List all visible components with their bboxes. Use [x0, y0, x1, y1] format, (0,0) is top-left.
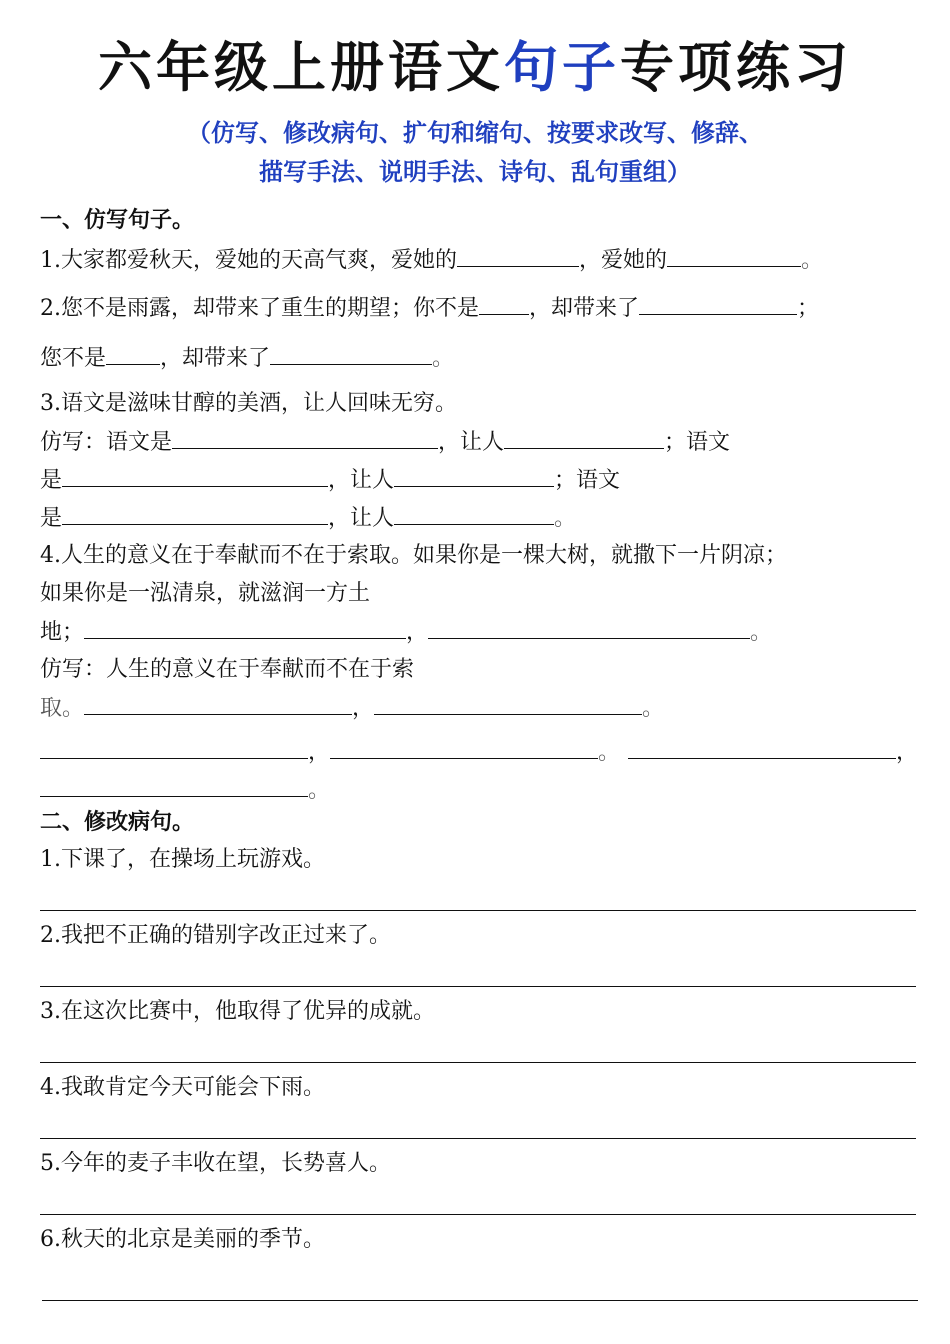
q4-line1: 4.人生的意义在于奉献而不在于索取。如果你是一棵大树，就撒下一片阴凉；	[40, 543, 787, 568]
answer-line-3[interactable]	[40, 1062, 916, 1063]
q3-line2: 是 ，让人 ；语文	[40, 464, 620, 497]
s2-item-4: 4.我敢肯定今天可能会下雨。	[40, 1075, 325, 1100]
title-part1: 六年级上册语文	[98, 35, 504, 99]
q3-blank-5[interactable]	[62, 502, 328, 525]
q2-blank-2[interactable]	[639, 292, 797, 315]
q3-prompt: 3.语文是滋味甘醇的美酒，让人回味无穷。	[40, 391, 457, 416]
q1-blank-2[interactable]	[667, 244, 801, 267]
q4-blank-7[interactable]	[628, 736, 896, 759]
q2-line2: 您不是 ，却带来了 。	[40, 342, 454, 375]
q4-line5: 取。 ， 。	[40, 692, 664, 725]
title-part2: 专项练习	[620, 35, 852, 99]
q3-line3: 是 ，让人 。	[40, 502, 576, 535]
q4-blank-1[interactable]	[84, 616, 406, 639]
q3-line1: 仿写：语文是 ，让人 ；语文	[40, 426, 730, 459]
page-title	[0, 32, 950, 102]
answer-line-4[interactable]	[40, 1138, 916, 1139]
q1-blank-1[interactable]	[457, 244, 579, 267]
q4-blank-3[interactable]	[84, 692, 352, 715]
q4-line2: 如果你是一泓清泉，就滋润一方土	[40, 581, 371, 606]
s2-item-3: 3.在这次比赛中，他取得了优异的成就。	[40, 999, 435, 1024]
s2-item-5: 5.今年的麦子丰收在望，长势喜人。	[40, 1151, 391, 1176]
q4-blank-5[interactable]	[40, 736, 308, 759]
q4-blank-8[interactable]	[40, 774, 308, 797]
answer-line-2[interactable]	[40, 986, 916, 987]
q4-line4: 仿写：人生的意义在于奉献而不在于索	[40, 657, 415, 682]
q4-blank-6[interactable]	[330, 736, 598, 759]
answer-line-5[interactable]	[40, 1214, 916, 1215]
q4-line3: 地； ， 。	[40, 616, 772, 649]
q4-blank-2[interactable]	[428, 616, 750, 639]
q2-line1: 2.您不是雨露，却带来了重生的期望；你不是 ，却带来了 ；	[40, 292, 819, 325]
q1: 1.大家都爱秋天，爱她的天高气爽，爱她的 ，爱她的 。	[40, 244, 823, 277]
answer-line-6[interactable]	[42, 1300, 918, 1301]
q3-blank-4[interactable]	[394, 464, 554, 487]
s2-item-6: 6.秋天的北京是美丽的季节。	[40, 1227, 325, 1252]
q3-blank-1[interactable]	[172, 426, 438, 449]
q4-line6: ， 。 ，	[40, 736, 918, 769]
subtitle-line2: 描写手法、说明手法、诗句、乱句重组）	[259, 157, 691, 186]
subtitle-line1: （仿写、修改病句、扩句和缩句、按要求改写、修辞、	[187, 118, 763, 147]
q3-blank-2[interactable]	[504, 426, 664, 449]
s2-item-1: 1.下课了，在操场上玩游戏。	[40, 847, 325, 872]
q3-blank-3[interactable]	[62, 464, 328, 487]
q4-line7: 。	[40, 774, 330, 807]
q3-blank-6[interactable]	[394, 502, 554, 525]
answer-line-1[interactable]	[40, 910, 916, 911]
title-highlight: 句子	[504, 35, 620, 99]
q2-blank-1[interactable]	[479, 292, 529, 315]
q2-blank-4[interactable]	[270, 342, 432, 365]
q4-blank-4[interactable]	[374, 692, 642, 715]
q2-blank-3[interactable]	[106, 342, 160, 365]
section2-heading: 二、修改病句。	[40, 809, 195, 835]
section1-heading: 一、仿写句子。	[40, 207, 195, 233]
s2-item-2: 2.我把不正确的错别字改正过来了。	[40, 923, 391, 948]
